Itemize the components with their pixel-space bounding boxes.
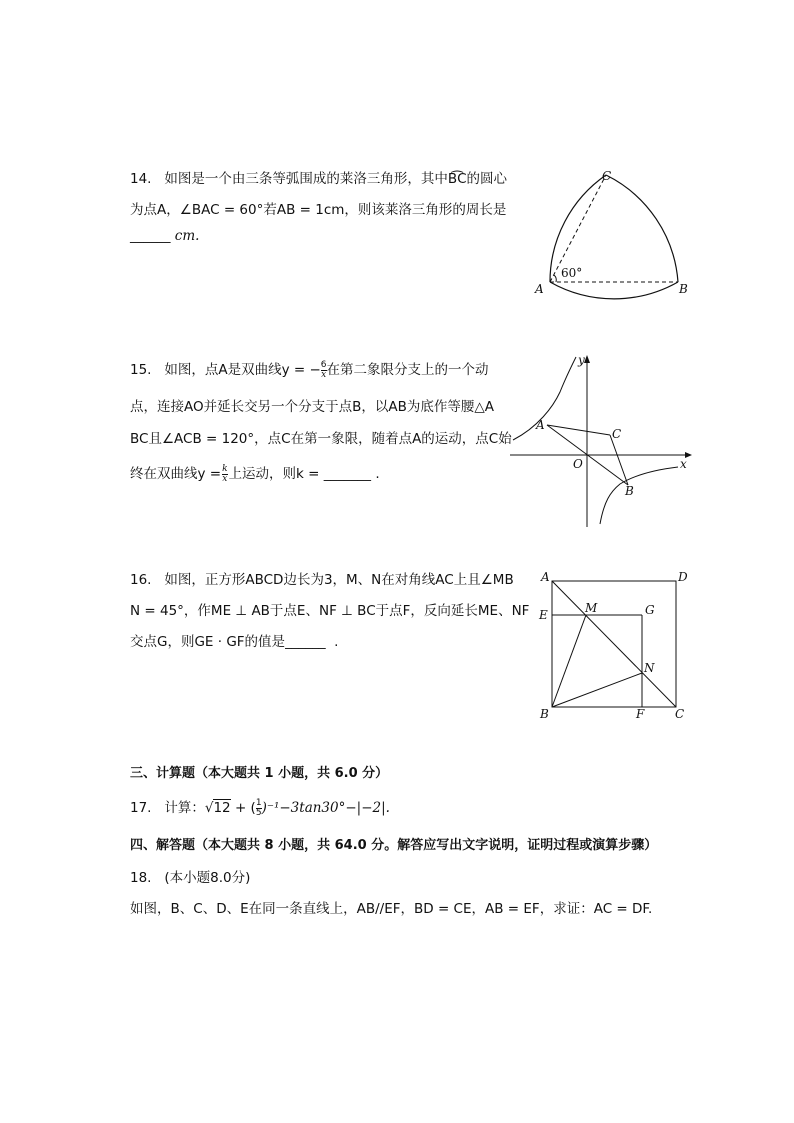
- q16-line1: 如图，正方形ABCD边长为3，M、N在对角线AC上且∠MB: [164, 572, 514, 588]
- q14-answer-line: [130, 228, 199, 244]
- q16-end: .: [334, 634, 339, 650]
- q15-line1-a: 如图，点A是双曲线y = −: [164, 362, 321, 378]
- q18-score: (本小题8.0分): [164, 870, 251, 886]
- label-y: y: [578, 353, 585, 367]
- y-axis-arrow: [584, 355, 590, 363]
- q15-frac2: [222, 465, 227, 484]
- arc-ab: [550, 282, 678, 299]
- label-m: M: [585, 601, 598, 615]
- q16-text-line1: [130, 568, 514, 588]
- label-c: C: [612, 427, 622, 441]
- label-d: D: [678, 570, 688, 584]
- q18-number: 18.: [130, 870, 152, 886]
- label-x: x: [680, 457, 687, 471]
- label-o: O: [573, 457, 583, 471]
- label-b: B: [540, 707, 549, 721]
- q17-tail: )⁻¹−3tan30°−|−2|.: [261, 800, 390, 816]
- q15-frac2-den: x: [222, 473, 228, 484]
- label-b: B: [625, 484, 634, 498]
- q14-unit: cm.: [174, 228, 200, 244]
- reuleaux-figure: [530, 165, 700, 315]
- q15-text-line1: [130, 358, 489, 380]
- q15-line2: 点，连接AO并延长交另一个分支于点B，以AB为底作等腰△A: [130, 399, 494, 415]
- q15-number: 15.: [130, 362, 152, 378]
- q14-text-line1: [130, 167, 507, 187]
- diagonal-ac: [552, 581, 676, 707]
- q16-text-line3: [130, 630, 338, 650]
- q17-plus: + (: [234, 800, 256, 816]
- q15-text-line4: [130, 462, 380, 484]
- q15-line3: BC且∠ACB = 120°，点C在第一象限，随着点A的运动，点C始: [130, 431, 512, 447]
- q17-sqrt-arg: 12: [213, 800, 231, 816]
- q17-frac-den: 5: [255, 807, 262, 818]
- label-g: G: [645, 603, 655, 617]
- q17-number: 17.: [130, 800, 152, 816]
- segment-bm: [552, 615, 586, 707]
- hyperbola-branch-4: [600, 467, 678, 524]
- q18-header: [130, 866, 250, 886]
- label-a: A: [541, 570, 550, 584]
- square-figure: [535, 566, 695, 726]
- q17-line: [130, 796, 390, 818]
- segment-cb: [610, 435, 628, 485]
- label-a: A: [535, 282, 544, 296]
- q16-number: 16.: [130, 572, 152, 588]
- q15-frac-den: x: [321, 369, 327, 380]
- q15-line4-a: 终在双曲线y =: [130, 466, 222, 482]
- segment-ac: [547, 425, 610, 435]
- sqrt-icon: √: [204, 800, 214, 816]
- q18-text: 如图，B、C、D、E在同一条直线上，AB//EF，BD = CE，AB = EF，求证：AC = DF.: [130, 901, 653, 917]
- q15-end: .: [375, 466, 380, 482]
- label-c: C: [675, 707, 685, 721]
- q16-line2: N = 45°，作ME ⊥ AB于点E、NF ⊥ BC于点F，反向延长ME、NF: [130, 603, 530, 619]
- label-a: A: [536, 418, 545, 432]
- arc-cb: [606, 175, 678, 282]
- q14-line1: 如图是一个由三条等弧围成的莱洛三角形，其中B͡C的圆心: [164, 171, 508, 187]
- angle-label: 60°: [561, 266, 583, 280]
- segment-bn: [552, 673, 642, 707]
- q16-blank: ______: [285, 634, 326, 650]
- label-e: E: [539, 608, 548, 622]
- q15-line1-b: 在第二象限分支上的一个动: [326, 362, 489, 378]
- q14-number: 14.: [130, 171, 152, 187]
- section4-title: 四、解答题（本大题共 8 小题，共 64.0 分。解答应写出文字说明，证明过程或演算步骤）: [130, 838, 658, 853]
- label-c: C: [602, 169, 612, 183]
- q14-blank: ______: [130, 228, 171, 244]
- section3-title: 三、计算题（本大题共 1 小题，共 6.0 分）: [130, 766, 389, 781]
- angle-mark: [554, 275, 556, 282]
- q15-frac2-num: k: [222, 463, 228, 474]
- label-n: N: [644, 661, 655, 675]
- q15-line4-b: 上运动，则k =: [228, 466, 320, 482]
- q16-line3-a: 交点G，则GE · GF的值是: [130, 634, 286, 650]
- q17-frac-num: 1: [255, 797, 262, 808]
- q17-prefix: 计算：: [164, 800, 205, 816]
- q14-line2: 为点A，∠BAC = 60°若AB = 1cm，则该莱洛三角形的周长是: [130, 202, 507, 218]
- hyperbola-figure: [508, 352, 698, 530]
- label-b: B: [679, 282, 688, 296]
- label-f: F: [636, 707, 645, 721]
- q15-frac-num: 6: [320, 359, 327, 370]
- q15-blank: _______: [323, 466, 372, 482]
